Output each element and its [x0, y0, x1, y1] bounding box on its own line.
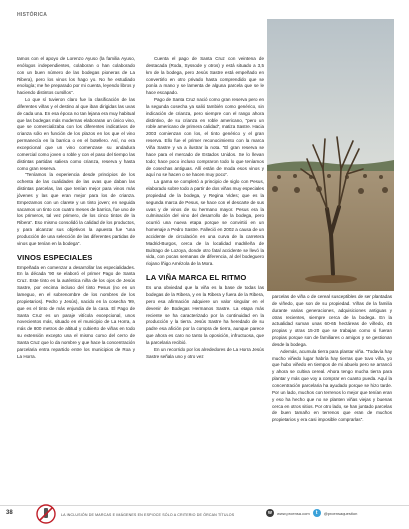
section-tag: HISTÓRICA: [17, 12, 48, 18]
twitter-icon: t: [313, 509, 321, 517]
paragraph: Lo que sí tuvieron claro fue la clasificación de las diferentes viñas y el destino al que iban dirigidas las uvas de cada una. En esa época no tan lejana era muy habitual que las bodegas más modernas elaboraran un único vino, que se comercializaba con los diferentes indicativos de crianza sólo en función de los plazos en los que el vino permanecía en la barrica o en el botellero. Así, no era excepcional que un vino comenzase su andadura comercial como joven o roble y con el paso del tiempo las distintas partidas saliera como crianza, reserva y hasta como gran reserva.: [17, 97, 135, 171]
footer-divider: [0, 505, 409, 506]
article-column-3: [272, 294, 392, 424]
paragraph: En un recorrido por los alrededores de La Horra Jesús Sastre señala uno y otro vez: [146, 346, 264, 359]
paragraph: “Teníamos la experiencia desde principios de los ochenta de las cualidades de las uvas que daban las distintas parcelas, las que tenían mejor para vinos más jóvenes y las que eran mejor para los de crianza. Empezamos con un clarete y un tinto joven; en seguida sacamos un tinto con cuatro meses de barrica, fue uno de los primeros, tal vez primero, de los cinco tintos de la Ribera”. Eso mismo consolidó la calidad de los productos, y para alcanzar sus objetivos la apuesta fue “una producción de una selección de las diferentes partidas de vinos que tenían en la bodega”.: [17, 172, 135, 246]
subheading: VINOS ESPECIALES: [17, 252, 93, 262]
paragraph: Empeñada en comenzar a desarrollar las especialidades. En la década '90 se elaboró el primer Pago de Santa Cruz. Este tinto es la auténtica niña de los ojos de Jesús Sastre, por encima incluso del tinto Pesus (no en un lameguo, en el sobrenombre de los nombres de los propietarios). Pedro y Jesús), nacido en la cosecha '99, que es el tinto de más enjundia de la casa. El Pago de Santa Cruz es un paraje vitícola excepcional, unos novecientos más, situado en el municipio de La Horra, a más de 800 metros de altitud y cubierto de viñas en todo su extensión excepto una el mismo como del cerro de Santa Cruz que lo da nombre y que hace la concentración parcelaria entra repartido entre los municipios de Roa y La Horra.: [17, 264, 135, 359]
twitter-handle[interactable]: @proensaquestion: [323, 510, 358, 516]
paragraph: tamos con el apoyo de Lorenzo Ayuso (la familia Ayuso, enólogos independientes, colaboran o han colaborado con un buen número de las bodegas pioneras de La Ribera), pero los vinos los hago yo. No he estudiado enología; me he preparado por mi cuenta, leyendo libros y haciendo distintos cursillos”.: [17, 56, 135, 96]
paragraph: Pago de Santa Cruz nació como gran reserva pero en la segunda cosecha ya salió también como genérico, sin indicación de crianza, pero siempre con el rango ahora distintivo, de su crianza en roble americano, “pero un roble americano de primera calidad”, matiza Sastre. Hacia 2003 comienzan con los, el tinto genérico y el gran reserva. Ello fue el primer reconocimiento con la marca Viña Sastre y va a ilustrar la nota. “El gran reserva se hace para el mercado de Estados Unidos. Se lo llevan todo; hace poco incluso compraron todo lo que teníamos de cosechas antiguas. Allí están de moda esos vinos y aquí no se hacen o se hacen muy poco”.: [146, 97, 264, 178]
article-column-2: [146, 56, 264, 360]
paragraph: Es una obviedad que la viña es la base de todas las bodegas de la Ribera, y en la Ribera y fuera de la Ribera, pero esa afirmación adquiere un valor singular en el devenir de Bodegas Hermanos Sastre. La etapa más reciente se ha caracterizado por la continuidad en la producción y la tierra. Jesús Sastre ha heredado de su padre esa afición por la compra de tierra, aunque parece que ahora es caro no tanto la oposición, infructuosa, que la parcelaria recibió.: [146, 285, 264, 345]
responsible-drinking-badge-icon: [36, 504, 56, 524]
paragraph: Además, acumula tierra para plantar viña. “Todavía hay mucho viñedo lugar habría hay tierras que tuvo viña, yo que hubo viñedo en tiempos de mi abuelo pero se arrancó y ahora se cultiva cereal. Ahora tengo mucha tierra para plantar y más que voy a comprar en cuanto pueda. Aquí la concentración parcelaria ha ayudado porque se hizo tarde. Por un lado, muchos con terrenos lo mejor que tenían eran y eso ha hecho que no se planten viñas viejas y buenas cerca en otros sitios. Por otro lado, se han juntado parcelas de buen tamaño en terrenos que eran de muchos propietarios y era casi imposible comprarlas”.: [272, 348, 392, 423]
web-icon: w: [266, 509, 274, 517]
page-number: 38: [6, 510, 13, 516]
website-link[interactable]: www.proensa.com: [277, 510, 310, 516]
paragraph: parcelas de viña o de cereal susceptibles de ser plantadas de viñedo, que son de su propiedad. Viñas de la familia durante varias generaciones, adquisiciones antiguas y otras recientes, siempre cerca de la bodega. En la actualidad suman unas 60-65 hectáreas de viñedo, 45 propias y otras 15-20 que se trabajan como si fueran propias porque son de familiares o amigos y se gestionan desde la bodega.: [272, 294, 392, 347]
vineyard-photo: [267, 19, 394, 291]
article-column-1: [17, 56, 135, 360]
paragraph: Cuenta el pago de Santa Cruz con veintena de destacada (Roda, Syssode y otros) y está situado a 3,5 km de la bodega, pero Jesús Sastre está empeñado en convertirlo en otro privado hasta comprendido que se ponía a mano y se lamenta de alguna parcela que se le hace escapado.: [146, 56, 264, 96]
paragraph: La gama se completó a principio de siglo con Pesus, elaborado sobre todo a partir de dos viñas muy especiales propiedad de la bodega, y Regina Vides; que es la segunda marca de Pesus, se hace con el descarte de sus uvas y de vinos de su hermano mayor. Pesus era la culminación del vino del desarrollo de la bodega, pero ocurrió una nueva etapa porque se convirtió en un homenaje a Pedro Sastre. Falleció en 2002 a causa de un accidente de circulación en una curva de la carretera Madrid-Burgos, cerca de la localidad madrileña de Buitrago de Lozoya, donde otro fatal accidente se llevó la vida, con pocas semanas de diferencia, al del bodeguero riojano Íñigo Amézola de la Mora.: [146, 179, 264, 267]
subheading: LA VIÑA MARCA EL RITMO: [146, 273, 247, 283]
footer-notice: LA INCLUSIÓN DE MARCAS E IMÁGENES EN ESPIOCE SÓLO A CRITERIO DE ÓRCAN TÍTULOS: [61, 513, 235, 517]
footer-social: [266, 509, 357, 517]
